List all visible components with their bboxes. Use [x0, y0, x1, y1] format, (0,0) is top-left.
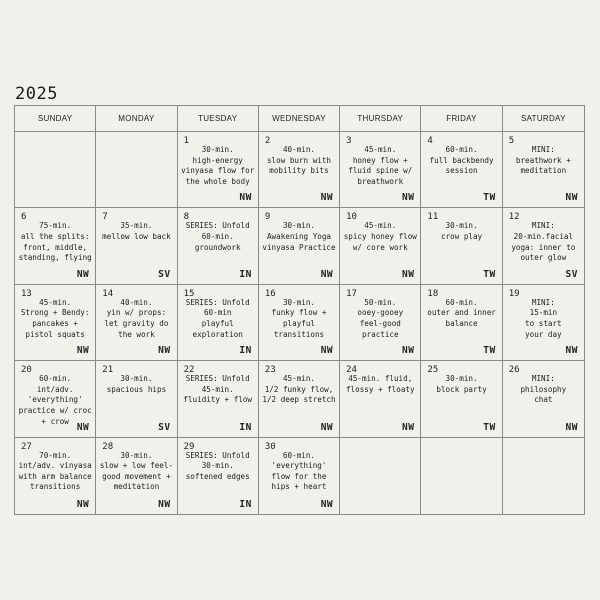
day-number: 26 [508, 365, 520, 376]
class-description: MINI: philosophy chat [520, 374, 567, 405]
day-cell-18[interactable] [421, 285, 502, 361]
class-description: 75-min. all the splits: front, middle, standing, flying [18, 221, 92, 263]
day-number: 18 [427, 288, 439, 299]
class-description: 45-min. spicy honey flow w/ core work [343, 221, 417, 252]
weekday-header-monday: MONDAY [96, 106, 177, 132]
day-cell-2[interactable] [259, 132, 340, 208]
weekday-header-tuesday: TUESDAY [178, 106, 259, 132]
studio-code: NW [320, 421, 334, 433]
class-description: 45-min. 1/2 funky flow, 1/2 deep stretch [262, 374, 336, 405]
day-number: 22 [183, 365, 195, 376]
day-cell-25[interactable] [421, 361, 502, 437]
day-number: 15 [183, 288, 195, 299]
studio-code: SV [158, 421, 171, 433]
day-cell-30[interactable] [259, 438, 340, 514]
studio-code: NW [565, 192, 578, 204]
studio-code: NW [76, 499, 90, 510]
weekday-header-friday: FRIDAY [421, 106, 502, 132]
day-cell-28[interactable] [96, 438, 177, 514]
empty-day-cell [503, 438, 584, 514]
studio-code: NW [401, 421, 415, 433]
class-description: SERIES: Unfold 60-min playful exploration [185, 297, 250, 339]
weekday-header-sunday: SUNDAY [15, 106, 96, 132]
class-description: 45-min. honey flow + fluid spine w/ breathwork [348, 145, 413, 186]
day-number: 17 [346, 288, 357, 299]
studio-code: NW [401, 345, 415, 357]
day-cell-29[interactable] [178, 438, 259, 514]
day-number: 1 [183, 136, 189, 146]
class-description: 30-min. block party [436, 374, 487, 394]
empty-day-cell [15, 132, 96, 208]
day-number: 25 [427, 365, 439, 376]
class-description: 40-min. yin w/ props: let gravity do the work [104, 297, 169, 339]
studio-code: NW [320, 345, 334, 357]
day-cell-23[interactable] [259, 361, 340, 437]
day-number: 14 [102, 288, 114, 299]
class-description: 60-min. int/adv. 'everything' practice w/ croc + crow [18, 374, 92, 426]
empty-day-cell [96, 132, 177, 208]
day-number: 27 [21, 441, 32, 452]
day-cell-22[interactable] [178, 361, 259, 437]
class-description: 30-min. funky flow + playful transitions [271, 297, 327, 339]
day-number: 29 [183, 441, 195, 452]
empty-day-cell [421, 438, 502, 514]
studio-code: NW [401, 268, 415, 280]
day-number: 9 [264, 212, 271, 223]
studio-code: IN [239, 421, 252, 433]
studio-code: NW [320, 268, 334, 280]
day-cell-13[interactable] [15, 285, 96, 361]
class-description: 35-min. mellow low back [102, 221, 171, 241]
day-number: 20 [21, 365, 32, 376]
day-number: 24 [346, 365, 357, 376]
day-cell-3[interactable] [340, 132, 421, 208]
day-number: 6 [21, 212, 27, 223]
class-description: SERIES: Unfold 45-min. fluidity + flow [183, 374, 252, 405]
class-description: 60-min. outer and inner balance [427, 297, 496, 328]
day-cell-5[interactable] [503, 132, 584, 208]
weekday-header-saturday: SATURDAY [503, 106, 584, 132]
day-cell-15[interactable] [178, 285, 259, 361]
day-number: 10 [346, 212, 357, 223]
day-number: 28 [102, 441, 114, 452]
studio-code: IN [239, 345, 252, 357]
day-cell-19[interactable] [503, 285, 584, 361]
class-description: 45-min. fluid, flossy + floaty [345, 374, 415, 394]
studio-code: NW [565, 421, 578, 433]
day-cell-24[interactable] [340, 361, 421, 437]
day-cell-20[interactable] [15, 361, 96, 437]
studio-code: SV [158, 268, 171, 280]
class-description: MINI: breathwork + meditation [515, 145, 571, 176]
day-number: 12 [508, 212, 520, 223]
class-description: 60-min. full backbendy session [429, 145, 494, 176]
day-cell-9[interactable] [259, 208, 340, 284]
studio-code: NW [320, 192, 334, 204]
class-description: SERIES: Unfold 30-min. softened edges [185, 450, 250, 481]
day-cell-11[interactable] [421, 208, 502, 284]
studio-code: IN [239, 499, 252, 510]
studio-code: NW [401, 192, 415, 204]
day-number: 11 [427, 212, 439, 223]
weekday-header-wednesday: WEDNESDAY [259, 106, 340, 132]
class-description: 45-min. Strong + Bendy: pancakes + pistol squats [20, 297, 90, 339]
studio-code: IN [239, 268, 252, 280]
day-number: 5 [508, 136, 515, 146]
class-description: 40-min. slow burn with mobility bits [266, 145, 331, 176]
class-description: 30-min. Awakening Yoga vinyasa Practice [262, 221, 336, 252]
day-cell-7[interactable] [96, 208, 177, 284]
studio-code: SV [565, 268, 578, 280]
studio-code: TW [483, 345, 496, 357]
empty-day-cell [340, 438, 421, 514]
studio-code: TW [483, 192, 496, 204]
class-description: MINI: 15-min to start your day [525, 297, 562, 339]
studio-code: NW [158, 499, 171, 510]
day-cell-26[interactable] [503, 361, 584, 437]
year-title: 2025 [15, 84, 58, 104]
day-number: 13 [21, 288, 32, 299]
day-number: 3 [346, 136, 352, 146]
studio-code: NW [320, 499, 334, 510]
class-description: 30-min. spacious hips [106, 374, 167, 394]
class-description: SERIES: Unfold 60-min. groundwork [185, 221, 250, 252]
studio-code: NW [76, 268, 90, 280]
class-description: 70-min. int/adv. vinyasa with arm balance transitions [18, 450, 92, 492]
day-number: 2 [264, 136, 271, 146]
studio-code: TW [483, 268, 496, 280]
day-cell-4[interactable] [421, 132, 502, 208]
class-description: 30-min. crow play [440, 221, 483, 241]
day-number: 30 [264, 441, 276, 452]
day-cell-8[interactable] [178, 208, 259, 284]
day-number: 4 [427, 136, 433, 146]
day-number: 7 [102, 212, 108, 223]
day-cell-17[interactable] [340, 285, 421, 361]
day-cell-27[interactable] [15, 438, 96, 514]
day-cell-14[interactable] [96, 285, 177, 361]
weekday-header-thursday: THURSDAY [340, 106, 421, 132]
studio-code: NW [239, 192, 252, 204]
class-description: 60-min. 'everything' flow for the hips + heart [271, 450, 327, 492]
studio-code: TW [483, 421, 496, 433]
day-number: 19 [508, 288, 520, 299]
studio-code: NW [76, 421, 90, 433]
day-cell-1[interactable] [178, 132, 259, 208]
class-description: MINI: 20-min.facial yoga: inner to outer glow [511, 221, 576, 263]
calendar-grid [14, 105, 585, 515]
day-number: 23 [264, 365, 276, 376]
day-cell-16[interactable] [259, 285, 340, 361]
class-description: 30-min. slow + low feel- good movement + meditation [99, 450, 173, 492]
studio-code: NW [565, 345, 578, 357]
day-cell-21[interactable] [96, 361, 177, 437]
day-cell-10[interactable] [340, 208, 421, 284]
day-number: 8 [183, 212, 189, 223]
class-description: 30-min. high-energy vinyasa flow for the whole body [181, 145, 255, 186]
studio-code: NW [76, 345, 90, 357]
day-cell-6[interactable] [15, 208, 96, 284]
day-number: 21 [102, 365, 114, 376]
class-description: 50-min. ooey-gooey feel-good practice [357, 297, 404, 339]
day-cell-12[interactable] [503, 208, 584, 284]
studio-code: NW [158, 345, 171, 357]
day-number: 16 [264, 288, 276, 299]
